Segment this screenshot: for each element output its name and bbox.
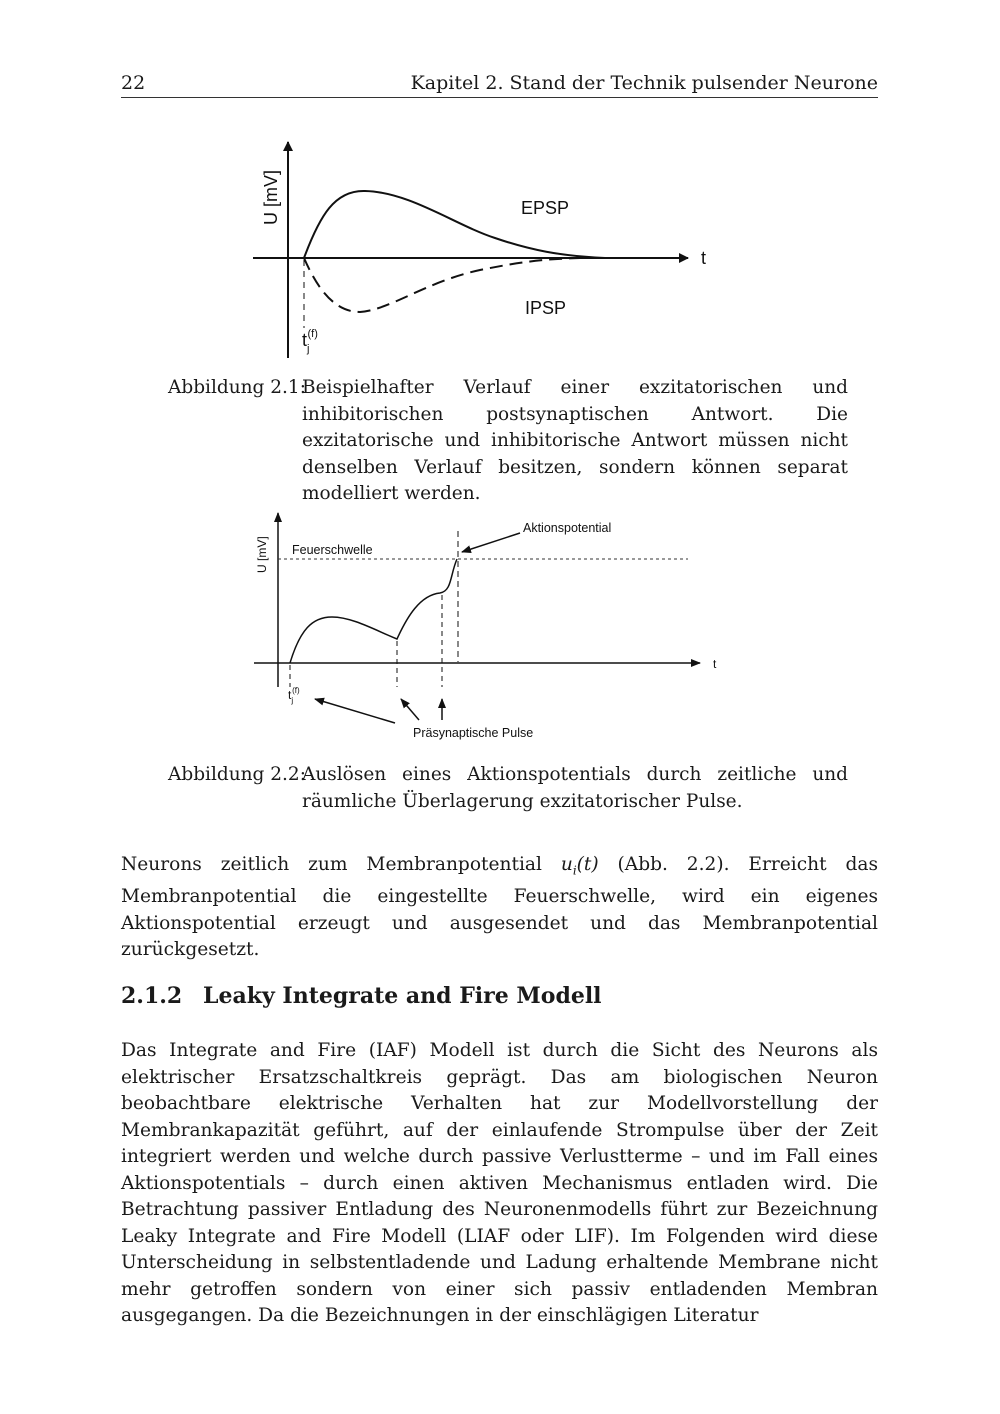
fig2-x-label: t	[713, 657, 717, 671]
section-title: Leaky Integrate and Fire Modell	[203, 983, 602, 1009]
fig2-spike-time-label: $t_j(f)$	[288, 686, 300, 705]
fig1-spike-time-label: $t_j(f)$	[302, 328, 318, 355]
paragraph-1-text-a: Neurons zeitlich zum Membranpotential	[121, 854, 561, 875]
section-heading	[121, 983, 602, 1009]
action-potential-label: Aktionspotential	[523, 521, 612, 535]
figure-2-2-caption-text: Auslösen eines Aktionspotentials durch zeitliche und räumliche Überlagerung exzitatorischer Pulse.	[302, 764, 848, 812]
action-potential-arrow	[462, 533, 520, 552]
figure-2-2	[240, 505, 740, 750]
page-header	[121, 72, 878, 98]
membrane-potential-curve	[290, 559, 457, 663]
figure-2-1-caption-text: Beispielhafter Verlauf einer exzitatorischen und inhibitorischen postsynaptischen Antwort. Die exzitatorische und inhibitorische Antwort müssen nicht denselben Verlauf besitzen, sondern können separat modelliert werden.	[302, 377, 848, 504]
epsp-label: EPSP	[521, 198, 570, 218]
figure-2-1-caption-label: Abbildung 2.1:	[168, 377, 306, 398]
math-u-i-t: $u_i(t)$	[560, 854, 599, 878]
pulse-arrow-1	[315, 699, 395, 723]
paragraph-1-text-b: (Abb. 2.2). Erreicht das Membranpotential die eingestellte Feuerschwelle, wird ein eigenes Aktionspotential erzeugt und ausgesendet und das Membranpotential zurückgesetzt.	[121, 854, 879, 961]
figure-2-1-caption	[168, 375, 848, 508]
paragraph-liaf-model: Das Integrate and Fire (IAF) Modell ist durch die Sicht des Neurons als elektrischer Ersatzschaltkreis geprägt. Das am biologischen Neuron beobachtbare elektrische Verhalten hat zur Modellvorstellung der Membrankapazität geführt, auf der einlaufende Strompulse über der Zeit integriert werden und welche durch passive Verlustterme – und im Fall eines Aktionspotentials – durch einen aktiven Mechanismus entladen wird. Die Betrachtung passiver Entladung des Neuronenmodells führt zur Bezeichnung Leaky Integrate and Fire Modell (LIAF oder LIF). Im Folgenden wird diese Unterscheidung in selbstentladende und Ladung erhaltende Membrane nicht mehr getroffen sondern von einer sich passiv entladenden Membran ausgegangen. Da die Bezeichnungen in der einschlägigen Literatur	[121, 1040, 878, 1326]
chapter-title: Kapitel 2. Stand der Technik pulsender Neurone	[410, 72, 878, 94]
pulse-arrow-2	[401, 699, 419, 720]
threshold-label: Feuerschwelle	[292, 543, 373, 557]
ipsp-label: IPSP	[525, 298, 567, 318]
paragraph-membrane-potential	[121, 852, 878, 964]
figure-2-2-caption-label: Abbildung 2.2:	[168, 764, 306, 785]
figure-2-1	[240, 130, 740, 365]
presynaptic-pulses-label: Präsynaptische Pulse	[413, 726, 534, 740]
fig1-y-label: U [mV]	[261, 169, 281, 225]
figure-2-2-caption	[168, 762, 848, 815]
fig1-x-label: t	[701, 248, 707, 268]
section-number: 2.1.2	[121, 983, 183, 1009]
fig2-y-label: U [mV]	[255, 536, 269, 573]
page-number: 22	[121, 72, 146, 94]
